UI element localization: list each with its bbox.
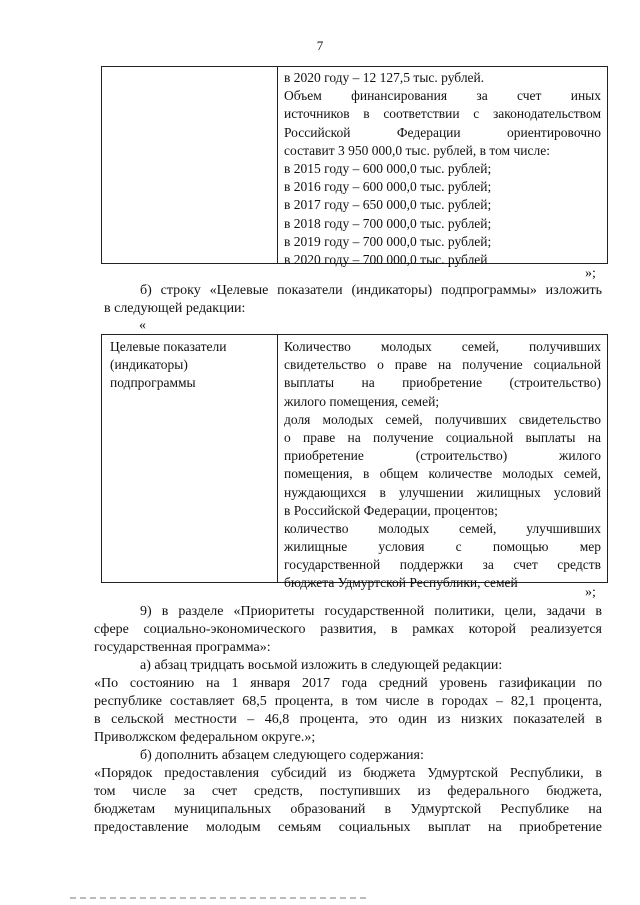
indicator-line: в Российской Федерации, процентов;	[284, 502, 498, 518]
financing-line: в 2017 году – 650 000,0 тыс. рублей;	[284, 197, 492, 213]
paragraph-line: республике составляет 68,5 процента, в том числе в городах – 82,1 процента,	[94, 694, 602, 709]
financing-line: в 2020 году – 700 000,0 тыс. рублей	[284, 251, 488, 267]
indicator-line: жилищные условия с помощью мер	[284, 539, 601, 555]
financing-line: в 2016 году – 600 000,0 тыс. рублей;	[284, 179, 492, 195]
label-line: Целевые показатели	[110, 339, 227, 354]
paragraph-line: а) абзац тридцать восьмой изложить в следующей редакции:	[140, 658, 503, 673]
financing-table	[101, 66, 608, 267]
paragraph-b	[104, 282, 602, 318]
financing-line: Российской Федерации ориентировочно	[284, 124, 601, 140]
indicator-line: о праве на получение социальной выплаты на	[284, 429, 601, 445]
financing-line: в 2018 году – 700 000,0 тыс. рублей;	[284, 215, 492, 231]
page-number: 7	[316, 38, 324, 53]
indicators-value-cell	[284, 338, 601, 593]
paragraph-line: предоставление молодым семьям социальных выплат на приобретение	[94, 820, 602, 835]
indicator-line: бюджета Удмуртской Республики, семей	[284, 575, 518, 591]
financing-cell	[284, 69, 601, 269]
paragraph-line: том числе за счет средств, поступивших из федерального бюджета,	[94, 784, 602, 799]
closing-quote: »;	[585, 266, 596, 281]
financing-line: составит 3 950 000,0 тыс. рублей, в том числе:	[284, 142, 550, 158]
indicator-line: приобретение (строительство) жилого	[284, 448, 601, 464]
paragraph-line: бюджетам муниципальных образований в Удмуртской Республике на	[94, 802, 602, 817]
label-line: (индикаторы)	[110, 357, 188, 373]
paragraph-line: б) дополнить абзацем следующего содержания:	[140, 748, 424, 763]
indicator-line: Количество молодых семей, получивших	[284, 339, 601, 354]
paragraph-line: 9) в разделе «Приоритеты государственной политики, цели, задачи в	[140, 604, 602, 619]
paragraph-9	[94, 603, 602, 837]
financing-line: источников в соответствии с законодательством	[284, 106, 601, 122]
paragraph-line: сфере социально-экономического развития, в рамках которой реализуется	[94, 622, 602, 637]
indicator-line: нуждающихся в улучшении жилищных условий	[284, 484, 601, 500]
indicator-line: доля молодых семей, получивших свидетельство	[284, 411, 601, 427]
indicators-label-cell	[110, 338, 274, 393]
opening-quote: «	[139, 318, 146, 333]
paragraph-line: б) строку «Целевые показатели (индикаторы) подпрограммы» изложить	[140, 283, 602, 298]
indicator-line: свидетельство о праве на получение социальной	[284, 357, 601, 373]
paragraph-line: государственная программа»:	[94, 640, 271, 655]
paragraph-line: в следующей редакции:	[104, 301, 246, 316]
paragraph-line: «Порядок предоставления субсидий из бюджета Удмуртской Республики, в	[94, 766, 602, 781]
financing-line: в 2019 году – 700 000,0 тыс. рублей;	[284, 233, 492, 249]
paragraph-line: в сельской местности – 46,8 процента, это один из низких показателей в	[94, 712, 602, 727]
indicator-line: жилого помещения, семей;	[284, 393, 440, 409]
paragraph-line: «По состоянию на 1 января 2017 года средний уровень газификации по	[94, 676, 602, 691]
label-line: подпрограммы	[110, 375, 196, 391]
paragraph-line: Приволжском федеральном округе.»;	[94, 730, 316, 745]
financing-line: в 2020 году – 12 127,5 тыс. рублей.	[284, 70, 485, 85]
scan-footer-mark	[70, 897, 370, 899]
indicators-table	[101, 334, 608, 591]
financing-line: Объем финансирования за счет иных	[284, 88, 601, 104]
indicator-line: выплаты на приобретение (строительство)	[284, 375, 601, 391]
financing-line: в 2015 году – 600 000,0 тыс. рублей;	[284, 160, 492, 176]
indicator-line: помещения, в общем количестве молодых семей,	[284, 466, 601, 482]
indicator-line: количество молодых семей, улучшивших	[284, 520, 601, 536]
closing-quote: »;	[585, 585, 596, 600]
indicator-line: государственной поддержки за счет средств	[284, 557, 601, 573]
